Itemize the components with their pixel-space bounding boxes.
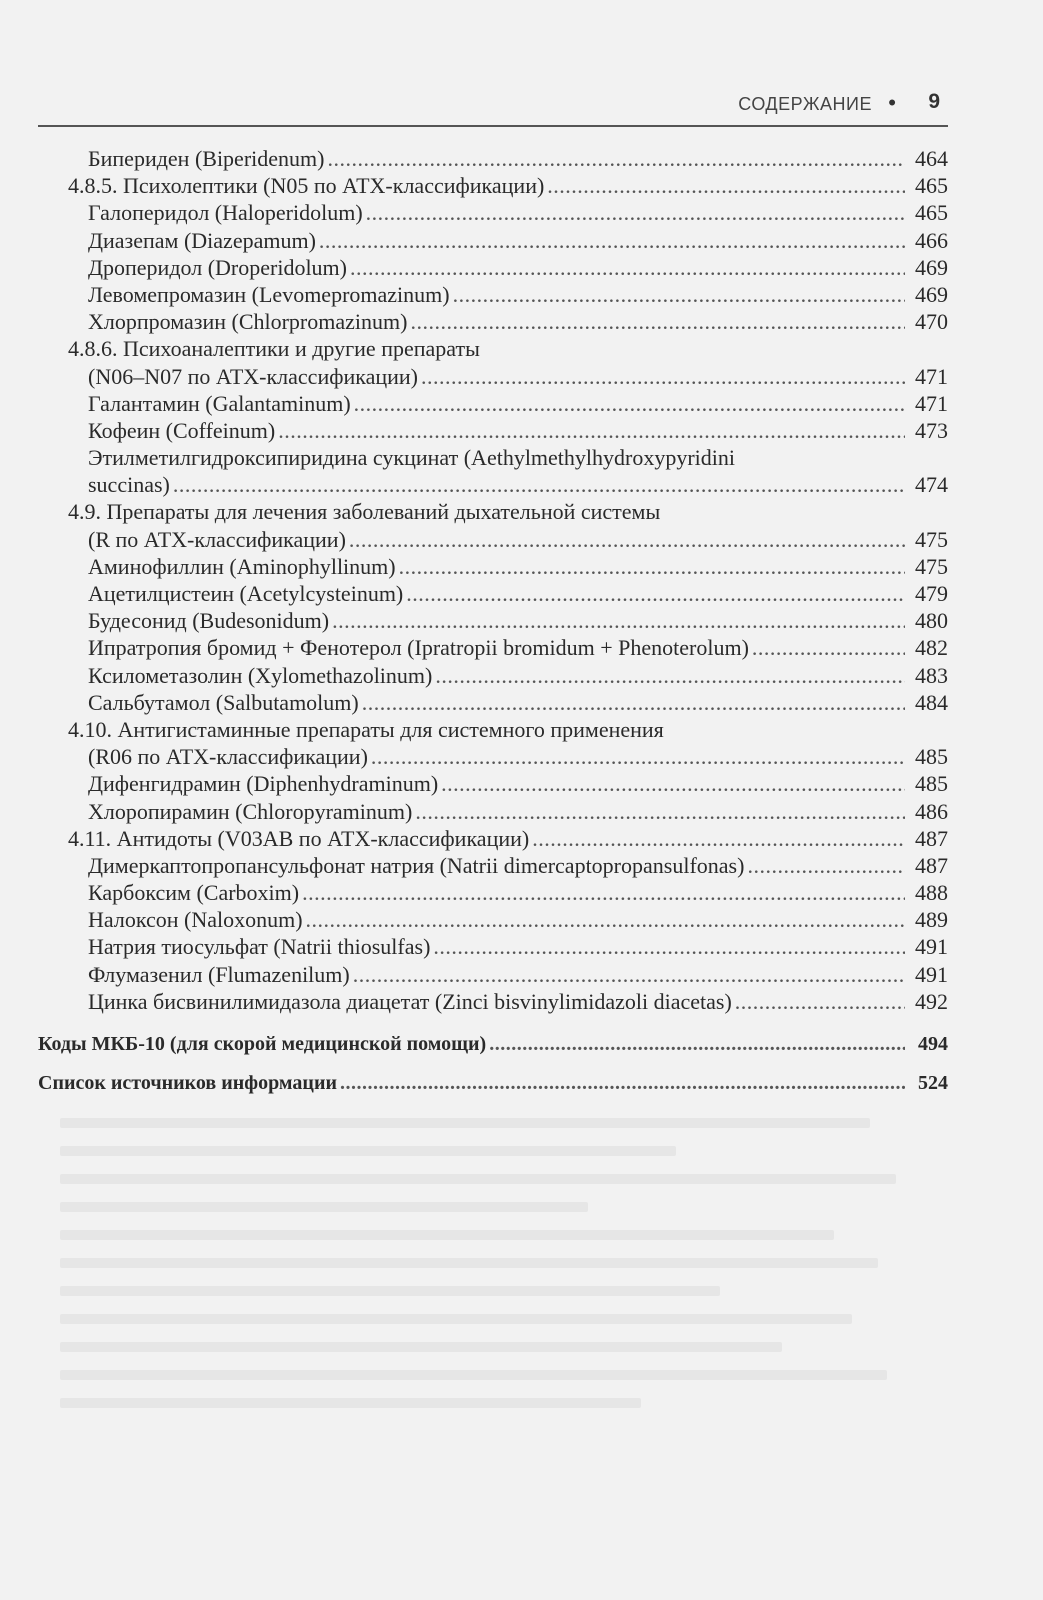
toc-entry[interactable] — [38, 580, 948, 607]
toc-entry-title: Коды МКБ-10 (для скорой медицинской помощи) — [38, 1033, 487, 1055]
toc-entry-title: Дроперидол (Droperidolum) — [88, 254, 347, 280]
toc-entry-title: 4.8.5. Психолептики (N05 по АТХ-классификации) — [68, 173, 545, 199]
dot-leader — [747, 852, 905, 879]
toc-entry[interactable] — [38, 335, 948, 362]
bleed-through-text — [60, 1100, 940, 1520]
dot-leader — [362, 689, 905, 716]
toc-entry[interactable] — [38, 879, 948, 906]
toc-entry[interactable] — [38, 716, 948, 743]
toc-entry[interactable] — [38, 308, 948, 335]
toc-entry-title: Ксилометазолин (Xylomethazolinum) — [88, 662, 433, 688]
dot-leader — [327, 145, 905, 172]
toc-entry-page: 491 — [915, 934, 948, 960]
toc-entry-title: Налоксон (Naloxonum) — [88, 907, 303, 933]
toc-entry-title: Галоперидол (Haloperidolum) — [88, 200, 363, 226]
toc-entry-page: 471 — [915, 390, 948, 416]
toc-entry[interactable] — [38, 770, 948, 797]
toc-entry[interactable] — [38, 471, 948, 498]
dot-leader — [340, 1070, 905, 1097]
toc-entry-title: Левомепромазин (Levomepromazinum) — [88, 281, 450, 307]
toc-entry[interactable] — [38, 743, 948, 770]
toc-entry-page: 485 — [915, 771, 948, 797]
toc-entry-title: 4.8.6. Психоаналептики и другие препараты — [68, 336, 480, 362]
toc-entry-page: 487 — [915, 852, 948, 878]
dot-leader — [332, 607, 905, 634]
dot-leader — [441, 770, 905, 797]
toc-entry-page: 482 — [915, 635, 948, 661]
toc-entry-title: Сальбутамол (Salbutamolum) — [88, 689, 359, 715]
toc-entry-page: 483 — [915, 662, 948, 688]
toc-entry-title: Димеркаптопропансульфонат натрия (Natrii dimercaptopropansulfonas) — [88, 852, 745, 878]
toc-entry[interactable] — [38, 825, 948, 852]
dot-leader — [453, 281, 905, 308]
toc-entry-title: Кофеин (Coffeinum) — [88, 417, 276, 443]
dot-leader — [319, 227, 905, 254]
toc-entry-title: Хлорпромазин (Chlorpromazinum) — [88, 309, 408, 335]
dot-leader — [435, 662, 905, 689]
toc-entry-title: Диазепам (Diazepamum) — [88, 227, 316, 253]
dot-leader — [421, 363, 905, 390]
dot-leader — [354, 390, 905, 417]
toc-entry-title: Карбоксим (Carboxim) — [88, 880, 300, 906]
toc-entry[interactable] — [38, 607, 948, 634]
dot-leader — [371, 743, 905, 770]
toc-entry-page: 488 — [915, 880, 948, 906]
toc-entry[interactable] — [38, 906, 948, 933]
toc-entry[interactable] — [38, 689, 948, 716]
toc-entry[interactable] — [38, 634, 948, 661]
dot-leader — [752, 634, 905, 661]
toc-entry[interactable] — [38, 145, 948, 172]
dot-leader — [278, 417, 905, 444]
table-of-contents — [38, 145, 948, 1097]
toc-entry-title: (R06 по АТХ-классификации) — [88, 744, 368, 770]
toc-entry-page: 489 — [915, 907, 948, 933]
toc-entry-page: 473 — [915, 417, 948, 443]
toc-entry[interactable] — [38, 1070, 948, 1097]
toc-entry-page: 491 — [915, 961, 948, 987]
toc-entry-title: 4.10. Антигистаминные препараты для системного применения — [68, 716, 664, 742]
toc-entry-page: 485 — [915, 744, 948, 770]
toc-entry[interactable] — [38, 662, 948, 689]
dot-leader — [489, 1031, 905, 1058]
toc-entry-title: Хлоропирамин (Chloropyraminum) — [88, 798, 413, 824]
dot-leader — [410, 308, 905, 335]
toc-entry-page: 469 — [915, 254, 948, 280]
toc-entry[interactable] — [38, 526, 948, 553]
toc-entry-title: Натрия тиосульфат (Natrii thiosulfas) — [88, 934, 431, 960]
dot-leader — [399, 553, 905, 580]
toc-entry[interactable] — [38, 1031, 948, 1058]
toc-entry-page: 524 — [918, 1072, 948, 1095]
toc-entry-page: 464 — [915, 146, 948, 171]
dot-leader — [547, 172, 905, 199]
section-gap — [38, 1058, 948, 1070]
toc-entry[interactable] — [38, 961, 948, 988]
toc-entry[interactable] — [38, 172, 948, 199]
dot-leader — [406, 580, 905, 607]
toc-entry-title: Бипериден (Biperidenum) — [88, 146, 325, 171]
toc-entry-title: Будесонид (Budesonidum) — [88, 608, 330, 634]
toc-entry-title: Аминофиллин (Aminophyllinum) — [88, 553, 396, 579]
toc-entry-page: 475 — [915, 553, 948, 579]
toc-entry-page: 494 — [918, 1033, 948, 1055]
toc-entry-page: 479 — [915, 581, 948, 606]
section-gap — [38, 1015, 948, 1031]
header-divider — [38, 125, 948, 127]
toc-entry-page: 484 — [915, 689, 948, 715]
dot-leader — [366, 199, 905, 226]
dot-leader — [415, 798, 905, 825]
toc-entry-page: 486 — [915, 798, 948, 824]
toc-entry-page: 471 — [915, 363, 948, 389]
dot-leader — [349, 526, 905, 553]
toc-entry-title: Этилметилгидроксипиридина сукцинат (Aethylmethylhydroxypyridini — [88, 445, 736, 471]
toc-entry[interactable] — [38, 390, 948, 417]
toc-entry-title: (N06–N07 по АТХ-классификации) — [88, 363, 419, 389]
toc-entry-title: Цинка бисвинилимидазола диацетат (Zinci bisvinylimidazoli diacetas) — [88, 988, 732, 1014]
toc-entry[interactable] — [38, 417, 948, 444]
toc-entry[interactable] — [38, 281, 948, 308]
toc-entry[interactable] — [38, 254, 948, 281]
toc-entry-title: Дифенгидрамин (Diphenhydraminum) — [88, 771, 439, 797]
toc-entry-title: Список источников информации — [38, 1072, 337, 1095]
toc-entry[interactable] — [38, 363, 948, 390]
toc-entry-page: 480 — [915, 608, 948, 634]
running-header-title: СОДЕРЖАНИЕ — [738, 94, 872, 114]
dot-leader — [173, 471, 905, 498]
toc-entry[interactable] — [38, 553, 948, 580]
toc-entry[interactable] — [38, 444, 948, 471]
toc-entry[interactable] — [38, 199, 948, 226]
dot-leader — [735, 988, 905, 1015]
toc-entry[interactable] — [38, 798, 948, 825]
page-number: 9 — [928, 90, 940, 113]
dot-leader — [350, 254, 905, 281]
dot-leader — [302, 879, 905, 906]
toc-entry[interactable] — [38, 988, 948, 1015]
dot-leader — [353, 961, 905, 988]
toc-entry-title: (R по АТХ-классификации) — [88, 526, 346, 552]
toc-entry[interactable] — [38, 498, 948, 525]
toc-entry-page: 492 — [915, 988, 948, 1014]
toc-entry-page: 466 — [915, 227, 948, 253]
dot-leader — [433, 933, 905, 960]
toc-entry[interactable] — [38, 933, 948, 960]
toc-entry-title: Ипратропия бромид + Фенотерол (Ipratropii bromidum + Phenoterolum) — [88, 635, 749, 661]
toc-entry-page: 475 — [915, 526, 948, 552]
toc-entry-title: Флумазенил (Flumazenilum) — [88, 961, 350, 987]
dot-leader — [306, 906, 905, 933]
toc-entry-page: 487 — [915, 825, 948, 851]
running-header — [38, 90, 948, 124]
toc-entry[interactable] — [38, 852, 948, 879]
toc-entry-title: 4.9. Препараты для лечения заболеваний дыхательной системы — [68, 499, 661, 525]
toc-entry-page: 470 — [915, 309, 948, 335]
toc-entry-page: 465 — [915, 173, 948, 199]
toc-entry-title: 4.11. Антидоты (V03AB по АТХ-классификации) — [68, 825, 530, 851]
toc-entry-title: Галантамин (Galantaminum) — [88, 390, 351, 416]
toc-entry-page: 469 — [915, 281, 948, 307]
toc-entry-page: 465 — [915, 200, 948, 226]
toc-entry[interactable] — [38, 227, 948, 254]
bullet-icon: • — [888, 90, 896, 115]
toc-entry-title: Ацетилцистеин (Acetylcysteinum) — [88, 581, 404, 606]
dot-leader — [532, 825, 905, 852]
toc-entry-page: 474 — [915, 472, 948, 498]
toc-entry-title: succinas) — [88, 472, 170, 498]
